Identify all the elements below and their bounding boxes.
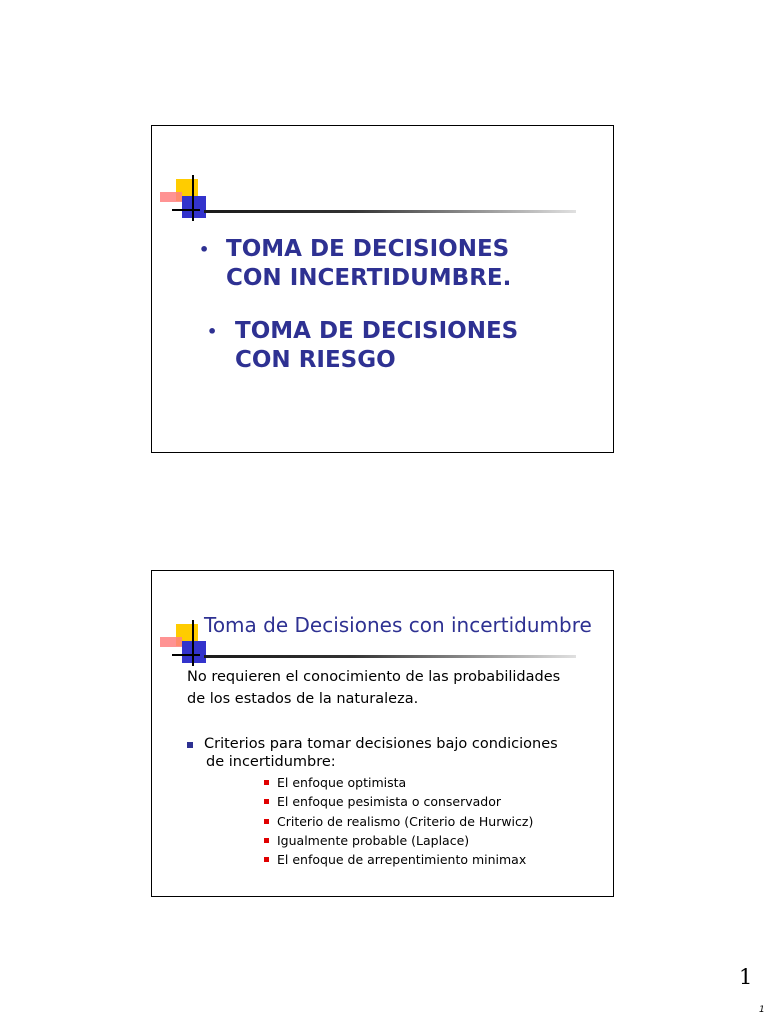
word: TOMA (226, 236, 302, 262)
bullet-line-2: CON RIESGO (235, 347, 396, 373)
title-rule (204, 655, 576, 658)
intro-line-2: de los estados de la naturaleza. (187, 691, 419, 707)
bullet-item-riesgo (207, 317, 594, 375)
word: DECISIONES (361, 318, 519, 344)
word: DE (309, 236, 345, 262)
red-square-bullet-icon (264, 838, 269, 843)
bullet-dot: • (207, 322, 218, 341)
red-square-bullet-icon (264, 857, 269, 862)
criteria-line-2: de incertidumbre: (206, 754, 336, 770)
list-item: El enfoque de arrepentimiento minimax (264, 850, 533, 869)
criteria-item (187, 735, 607, 771)
slide-2 (151, 570, 614, 897)
word: DECISIONES (352, 236, 510, 262)
intro-line-1: No requieren el conocimiento de las probabilidades (187, 669, 561, 685)
word: DE (318, 318, 354, 344)
slide-title: Toma de Decisiones con incertidumbre (204, 613, 592, 637)
slide-logo-icon (156, 175, 216, 223)
bullet-line-2: CON INCERTIDUMBRE. (226, 265, 512, 291)
title-rule (204, 210, 576, 213)
list-item: Criterio de realismo (Criterio de Hurwicz) (264, 812, 533, 831)
word: TOMA (235, 318, 311, 344)
list-item: Igualmente probable (Laplace) (264, 831, 533, 850)
square-bullet-icon (187, 742, 193, 748)
bullet-dot: • (199, 240, 210, 259)
list-item: El enfoque pesimista o conservador (264, 792, 533, 811)
slide-1 (151, 125, 614, 453)
bullet-item-incertidumbre (199, 235, 586, 293)
red-square-bullet-icon (264, 780, 269, 785)
criteria-line-1: Criterios para tomar decisiones bajo condiciones (204, 736, 558, 752)
criteria-sublist (264, 773, 533, 869)
intro-text (187, 666, 607, 710)
red-square-bullet-icon (264, 819, 269, 824)
red-square-bullet-icon (264, 799, 269, 804)
page-number-small: 1 (759, 1005, 765, 1015)
list-item: El enfoque optimista (264, 773, 533, 792)
page-number: 1 (739, 965, 753, 989)
